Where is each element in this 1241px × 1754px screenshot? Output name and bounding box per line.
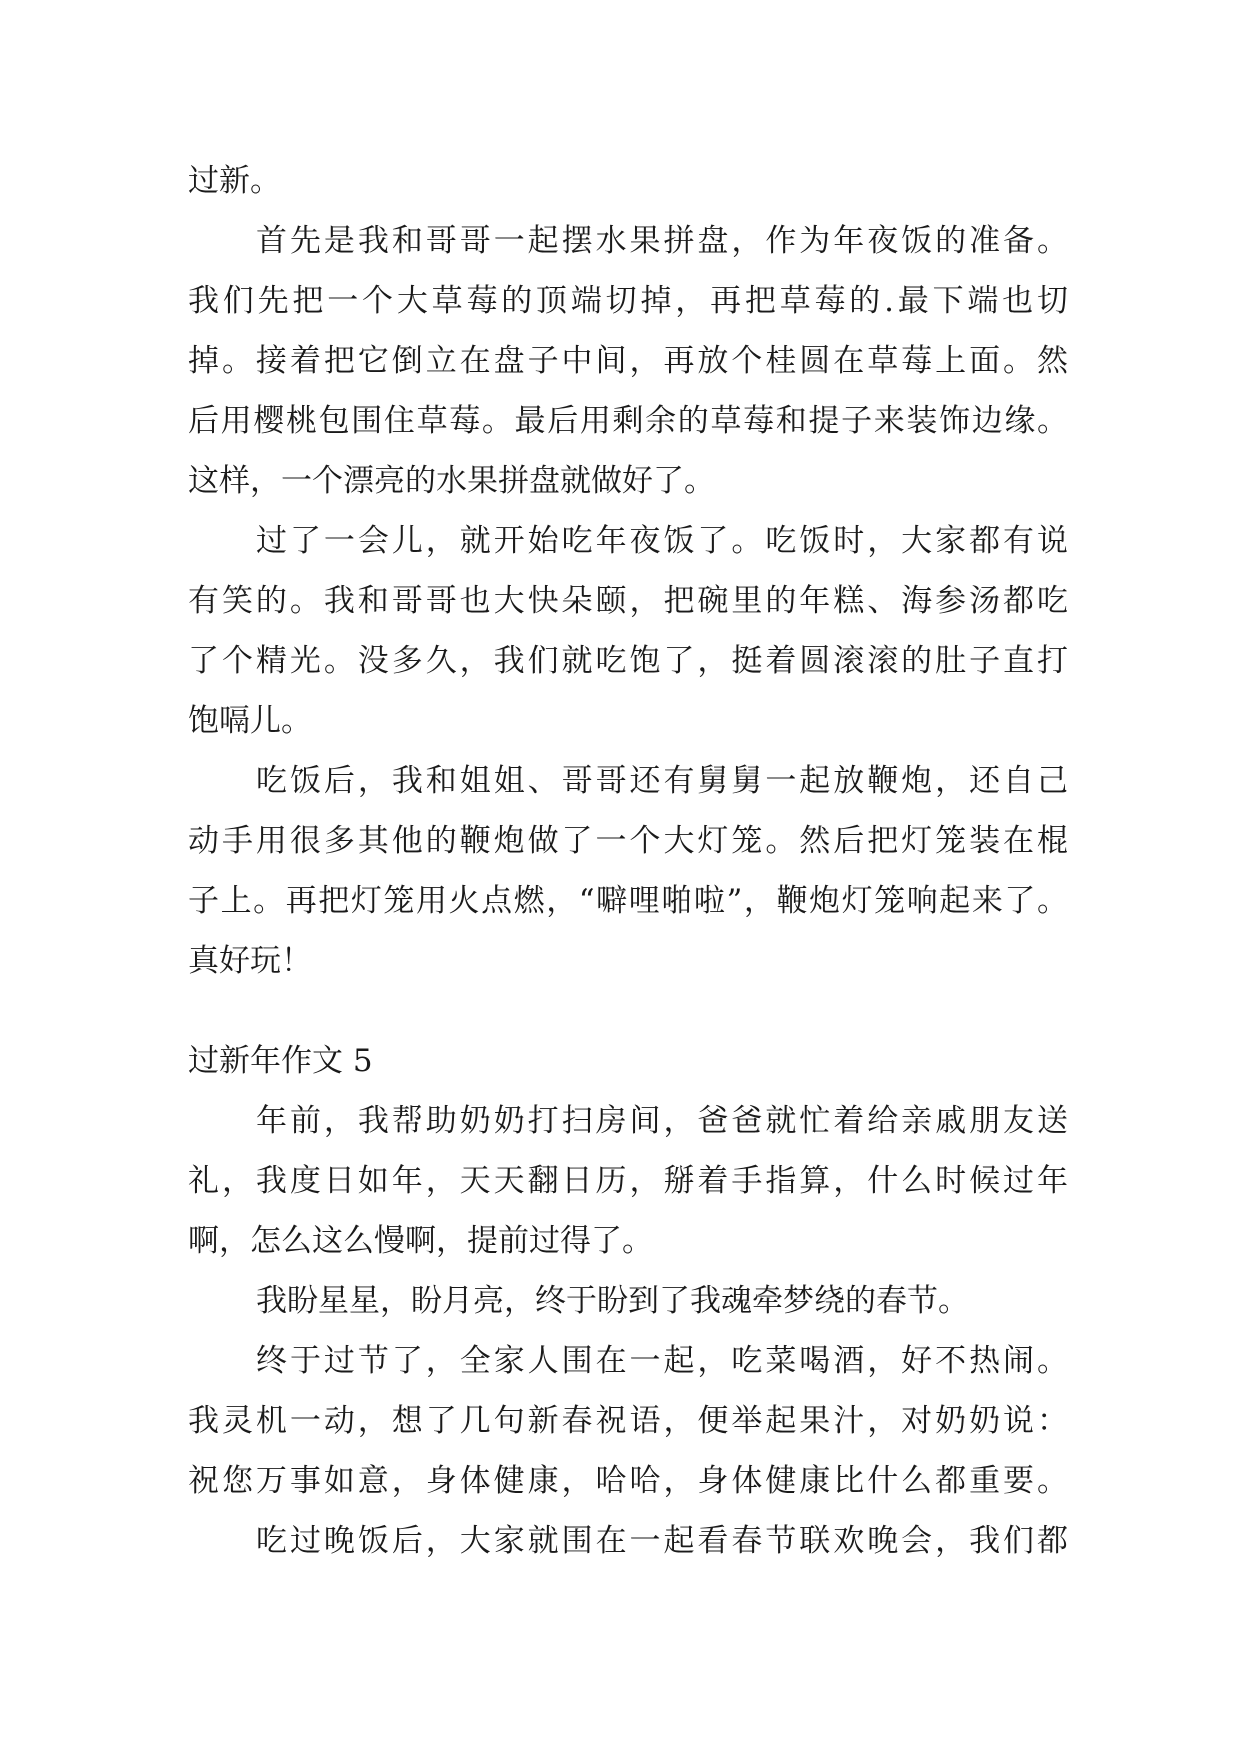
paragraph-line: 子上。再把灯笼用火点燃，“噼哩啪啦”，鞭炮灯笼响起来了。 bbox=[188, 883, 1068, 919]
paragraph-line: 啊，怎么这么慢啊，提前过得了。 bbox=[188, 1223, 653, 1259]
paragraph-line: 有笑的。我和哥哥也大快朵颐，把碗里的年糕、海参汤都吃 bbox=[188, 583, 1068, 619]
paragraph-line: 饱嗝儿。 bbox=[188, 703, 312, 739]
paragraph-line: 礼，我度日如年，天天翻日历，掰着手指算，什么时候过年 bbox=[188, 1163, 1068, 1199]
paragraph-line: 动手用很多其他的鞭炮做了一个大灯笼。然后把灯笼装在棍 bbox=[188, 823, 1068, 859]
paragraph-line: 我们先把一个大草莓的顶端切掉，再把草莓的.最下端也切 bbox=[188, 283, 1068, 319]
paragraph-line: 吃饭后，我和姐姐、哥哥还有舅舅一起放鞭炮，还自己 bbox=[256, 763, 1068, 799]
paragraph-line: 了个精光。没多久，我们就吃饱了，挺着圆滚滚的肚子直打 bbox=[188, 643, 1068, 679]
paragraph-line: 我盼星星，盼月亮，终于盼到了我魂牵梦绕的春节。 bbox=[256, 1283, 969, 1319]
paragraph-line: 首先是我和哥哥一起摆水果拼盘，作为年夜饭的准备。 bbox=[256, 223, 1068, 259]
section-title: 过新年作文 5 bbox=[188, 1043, 373, 1079]
paragraph-line: 真好玩！ bbox=[188, 943, 312, 979]
paragraph-line: 年前，我帮助奶奶打扫房间，爸爸就忙着给亲戚朋友送 bbox=[256, 1103, 1068, 1139]
paragraph-line: 吃过晚饭后，大家就围在一起看春节联欢晚会，我们都 bbox=[256, 1523, 1068, 1559]
paragraph-line: 我灵机一动，想了几句新春祝语，便举起果汁，对奶奶说： bbox=[188, 1403, 1068, 1439]
paragraph-line: 祝您万事如意，身体健康，哈哈，身体健康比什么都重要。 bbox=[188, 1463, 1068, 1499]
paragraph-line: 过新。 bbox=[188, 163, 281, 199]
paragraph-line: 这样，一个漂亮的水果拼盘就做好了。 bbox=[188, 463, 715, 499]
paragraph-line: 后用樱桃包围住草莓。最后用剩余的草莓和提子来装饰边缘。 bbox=[188, 403, 1068, 439]
paragraph-line: 过了一会儿，就开始吃年夜饭了。吃饭时，大家都有说 bbox=[256, 523, 1068, 559]
paragraph-line: 掉。接着把它倒立在盘子中间，再放个桂圆在草莓上面。然 bbox=[188, 343, 1068, 379]
paragraph-line: 终于过节了，全家人围在一起，吃菜喝酒，好不热闹。 bbox=[256, 1343, 1068, 1379]
